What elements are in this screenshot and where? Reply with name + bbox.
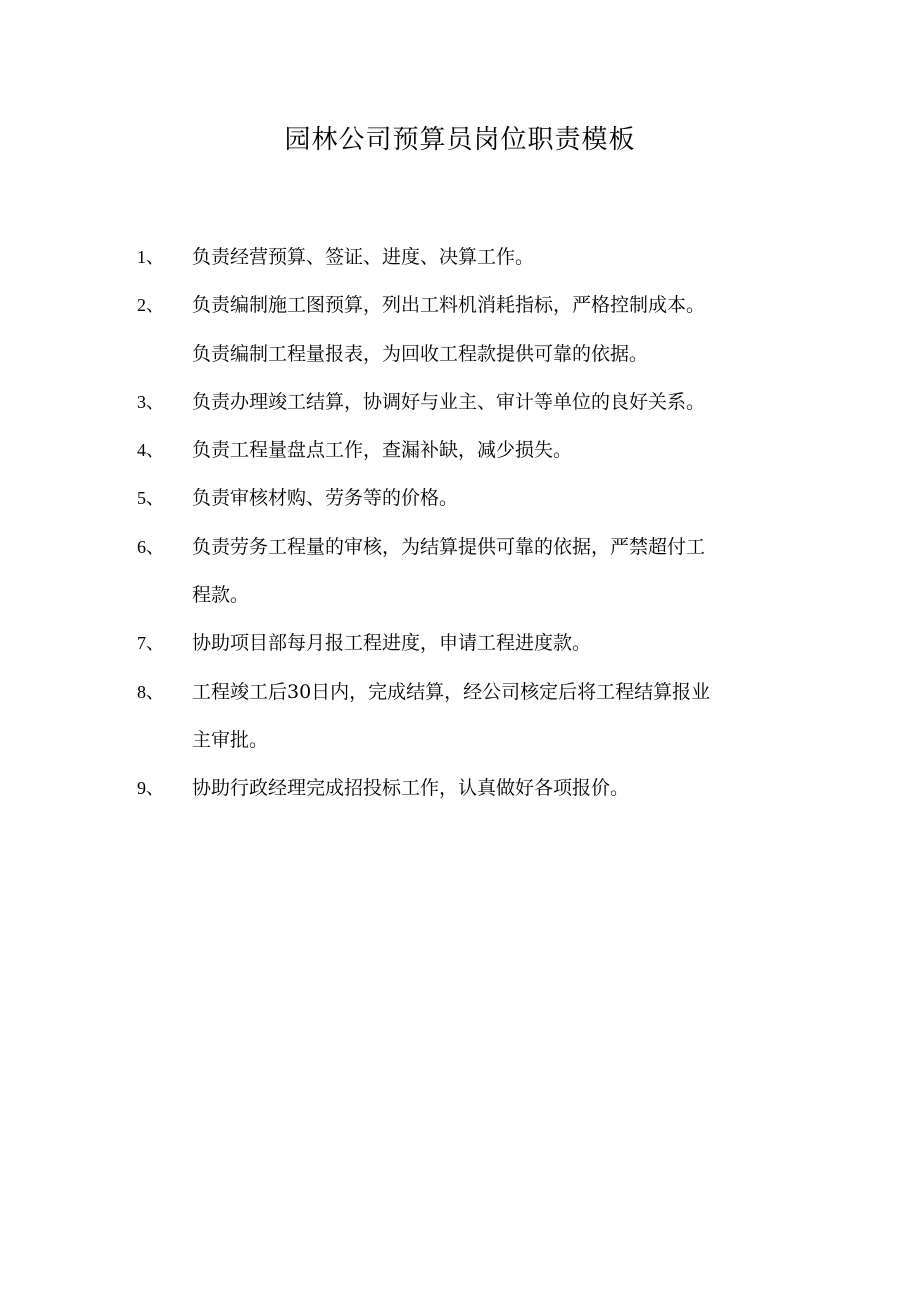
list-item <box>0 233 920 281</box>
item-number: 3、 <box>137 391 164 412</box>
item-number: 4、 <box>137 440 164 461</box>
item-number: 7、 <box>137 633 164 654</box>
item-number: 8、 <box>137 681 164 702</box>
item-text: 负责办理竣工结算，协调好与业主、审计等单位的良好关系。 <box>192 390 706 413</box>
item-text: 协助行政经理完成招投标工作，认真做好各项报价。 <box>192 777 630 800</box>
item-text: 负责审核材购、劳务等的价格。 <box>192 487 459 510</box>
item-number: 6、 <box>137 536 164 557</box>
item-text: 负责工程量盘点工作，查漏补缺，减少损失。 <box>192 439 573 462</box>
list-item <box>0 474 920 522</box>
list-item <box>0 426 920 474</box>
list-item <box>0 668 920 765</box>
page-title: 园林公司预算员岗位职责模板 <box>284 125 636 155</box>
list-item <box>0 764 920 812</box>
item-text: 协助项目部每月报工程进度，申请工程进度款。 <box>192 632 592 655</box>
list-item <box>0 523 920 620</box>
list-item <box>0 281 920 378</box>
item-text-continued: 主审批。 <box>192 728 269 751</box>
item-text: 负责经营预算、签证、进度、决算工作。 <box>192 246 535 268</box>
item-number: 5、 <box>137 488 164 509</box>
list-item <box>0 619 920 667</box>
item-text: 负责编制施工图预算，列出工料机消耗指标，严格控制成本。 <box>192 294 706 317</box>
item-number: 1、 <box>137 247 164 267</box>
list-item <box>0 378 920 426</box>
item-number: 2、 <box>137 295 164 316</box>
item-text: 工程竣工后30日内，完成结算，经公司核定后将工程结算报业 <box>192 680 711 703</box>
item-text: 负责劳务工程量的审核，为结算提供可靠的依据，严禁超付工 <box>192 535 706 558</box>
duty-list <box>0 233 920 813</box>
item-text-continued: 程款。 <box>192 584 250 607</box>
item-number: 9、 <box>137 778 164 799</box>
item-text-continued: 负责编制工程量报表，为回收工程款提供可靠的依据。 <box>192 342 649 365</box>
